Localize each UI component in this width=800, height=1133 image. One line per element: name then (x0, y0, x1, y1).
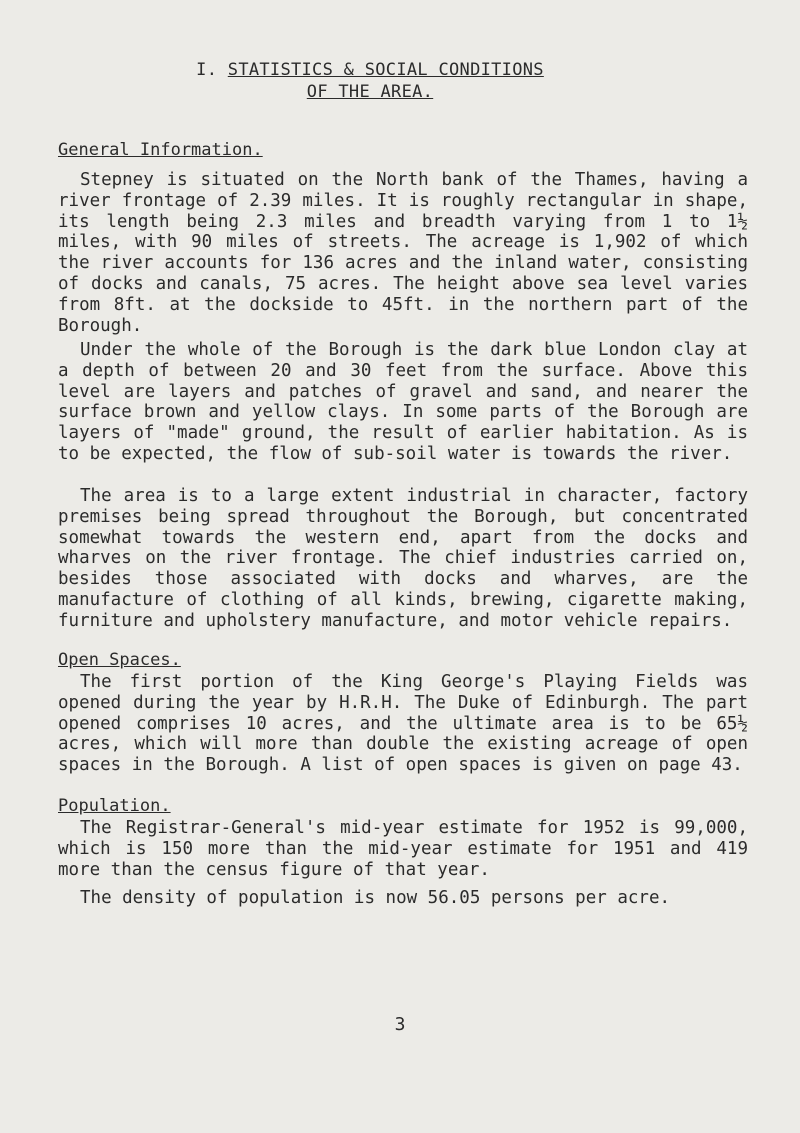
heading-open-spaces: Open Spaces. (58, 650, 181, 670)
paragraph-general-industry: The area is to a large extent industrial in character, factory premises being spread throughout the Borough, but concentrated somewhat towards the western end, apart from the docks and wharves on the river frontage. The chief industries carried on, besides those associated with docks and wharves, are the manufacture of clothing of all kinds, brewing, cigarette making, furniture and upholstery manufacture, and motor vehicle repairs. (58, 486, 748, 631)
heading-general-information: General Information. (58, 140, 263, 160)
title-main-text: STATISTICS & SOCIAL CONDITIONS (227, 60, 544, 80)
title-numeral: I. (196, 60, 228, 80)
chapter-title (160, 60, 580, 102)
title-line-1 (160, 60, 580, 80)
title-line-2: OF THE AREA. (306, 82, 434, 102)
paragraph-population-estimate: The Registrar-General's mid-year estimate for 1952 is 99,000, which is 150 more than the mid-year estimate for 1951 and 419 more than the census figure of that year. (58, 818, 748, 880)
paragraph-general-location: Stepney is situated on the North bank of the Thames, having a river frontage of 2.39 miles. It is roughly rectangular in shape, its length being 2.3 miles and breadth varying from 1 to 1½ miles, with 90 miles of streets. The acreage is 1,902 of which the river accounts for 136 acres and the inland water, consisting of docks and canals, 75 acres. The height above sea level varies from 8ft. at the dockside to 45ft. in the northern part of the Borough. (58, 170, 748, 336)
paragraph-open-spaces: The first portion of the King George's Playing Fields was opened during the year by H.R.H. The Duke of Edinburgh. The part opened comprises 10 acres, and the ultimate area is to be 65½ acres, which will more than double the existing acreage of open spaces in the Borough. A list of open spaces is given on page 43. (58, 672, 748, 776)
paragraph-population-density: The density of population is now 56.05 persons per acre. (80, 888, 671, 908)
page-number: 3 (394, 1014, 406, 1035)
heading-population: Population. (58, 796, 171, 816)
paragraph-general-geology: Under the whole of the Borough is the dark blue London clay at a depth of between 20 and 30 feet from the surface. Above this level are layers and patches of gravel and sand, and nearer the surface brown and yellow clays. In some parts of the Borough are layers of "made" ground, the result of earlier habitation. As is to be expected, the flow of sub-soil water is towards the river. (58, 340, 748, 464)
